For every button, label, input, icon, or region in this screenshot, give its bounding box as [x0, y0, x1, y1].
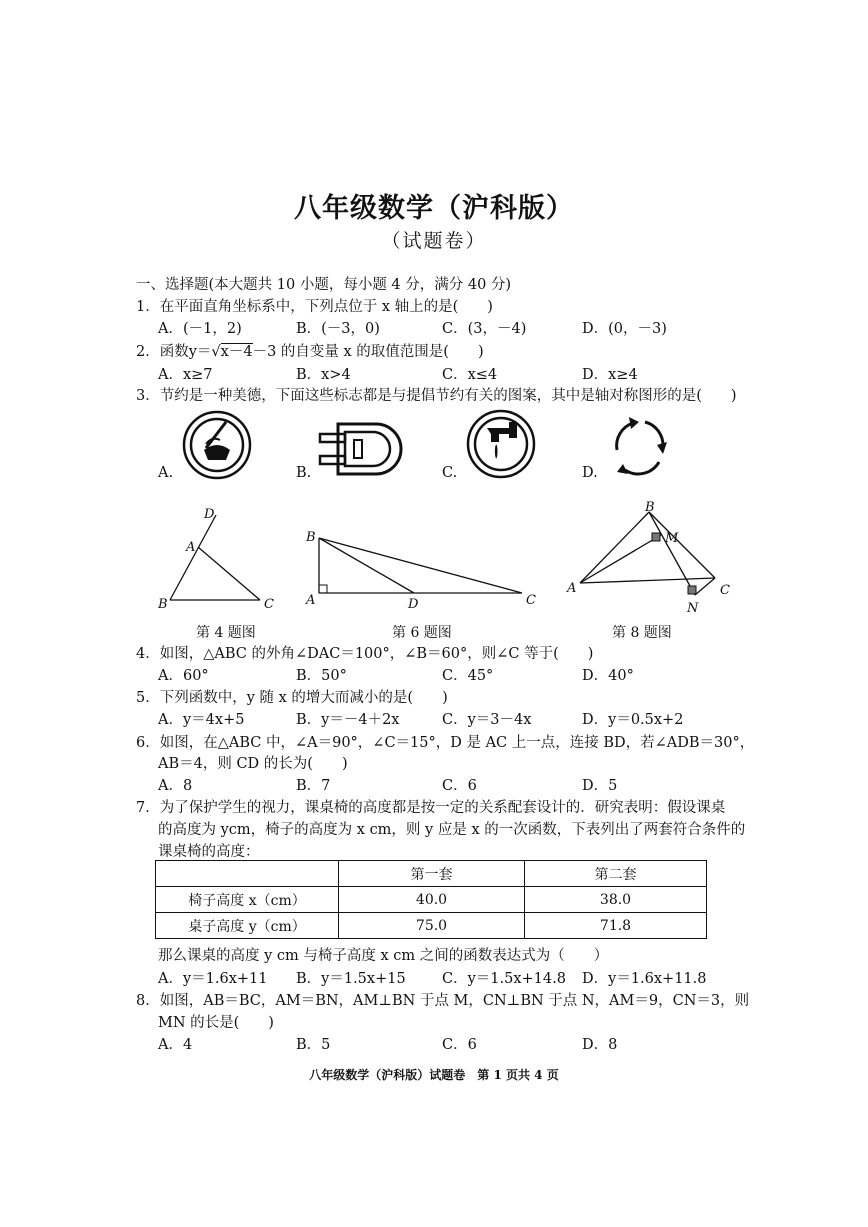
figure-4-caption: 第 4 题图 — [196, 625, 256, 641]
table-cell: 71.8 — [525, 913, 707, 939]
fig4-line-bd — [170, 515, 216, 600]
figure-8-caption: 第 8 题图 — [612, 625, 672, 641]
question-7-stem-line3: 课桌椅的高度： — [158, 844, 260, 860]
fig6-label-a: A — [306, 593, 316, 608]
q6-option-d: D．5 — [582, 778, 618, 794]
table-header-cell: 第二套 — [525, 861, 707, 887]
q5-option-d: D．y＝0.5x+2 — [582, 712, 684, 728]
q4-option-d: D．40° — [582, 668, 634, 684]
table-cell: 桌子高度 y（cm） — [156, 913, 339, 939]
question-5-stem: 5．下列函数中，y 随 x 的增大而减小的是( ) — [136, 690, 448, 706]
fig8-line-ac — [580, 578, 715, 583]
q6-option-b: B．7 — [296, 778, 331, 794]
q1-option-d: D．(0，－3) — [582, 321, 667, 337]
table-header-cell: 第一套 — [339, 861, 525, 887]
q7-option-a: A．y＝1.6x+11 — [158, 971, 268, 987]
question-6-stem-line1: 6．如图，在△ABC 中，∠A＝90°，∠C＝15°，D 是 AC 上一点，连接 BD，若∠ADB＝30°， — [136, 735, 755, 751]
fig4-label-b: B — [158, 597, 168, 612]
q8-option-c: C．6 — [442, 1037, 477, 1053]
q4-option-c: C．45° — [442, 668, 494, 684]
question-4-stem: 4．如图，△ABC 的外角∠DAC＝100°，∠B＝60°，则∠C 等于( ) — [136, 646, 594, 662]
fig8-right-angle-n — [688, 586, 696, 594]
question-8-stem-line2: MN 的长是( ) — [158, 1015, 274, 1031]
fig4-label-c: C — [264, 597, 274, 612]
q7-option-d: D．y＝1.6x+11.8 — [582, 971, 707, 987]
q4-option-a: A．60° — [158, 668, 209, 684]
page-title: 八年级数学（沪科版） — [294, 193, 574, 224]
question-3-stem: 3．节约是一种美德，下面这些标志都是与提倡节约有关的图案，其中是轴对称图形的是( ) — [136, 388, 737, 404]
fig4-line-ac — [198, 547, 260, 600]
fig8-line-bc — [649, 512, 715, 578]
q8-option-a: A．4 — [158, 1037, 193, 1053]
question-7-stem-line4: 那么课桌的高度 y cm 与椅子高度 x cm 之间的函数表达式为（ ） — [158, 948, 609, 964]
q7-option-b: B．y＝1.5x+15 — [296, 971, 406, 987]
table-cell: 75.0 — [339, 913, 525, 939]
q2-option-c: C．x≤4 — [442, 367, 498, 383]
table-row — [156, 913, 707, 939]
fig8-label-c: C — [720, 583, 730, 598]
section-heading: 一、选择题(本大题共 10 小题，每小题 4 分，满分 40 分) — [136, 277, 512, 293]
fig8-label-a: A — [567, 581, 577, 596]
q6-option-a: A．8 — [158, 778, 193, 794]
figure-8-diagram — [565, 500, 745, 620]
table-cell: 椅子高度 x（cm） — [156, 887, 339, 913]
question-6-stem-line2: AB＝4，则 CD 的长为( ) — [158, 756, 348, 772]
question-2-stem: 2．函数y＝√x－4－3 的自变量 x 的取值范围是( ) — [136, 344, 484, 360]
figure-4-diagram — [150, 505, 280, 615]
page-subtitle: （试题卷） — [381, 230, 487, 252]
q3-option-c: C. — [442, 465, 458, 481]
fig8-label-n: N — [687, 601, 699, 616]
q7-option-c: C．y＝1.5x+14.8 — [442, 971, 566, 987]
fig8-line-cn — [695, 578, 715, 595]
question-1-stem: 1．在平面直角坐标系中，下列点位于 x 轴上的是( ) — [136, 299, 493, 315]
question-8-stem-line1: 8．如图，AB＝BC，AM＝BN，AM⊥BN 于点 M，CN⊥BN 于点 N，AM＝9，CN＝3，则 — [136, 993, 750, 1009]
fig4-label-a: A — [186, 540, 196, 555]
q5-option-a: A．y＝4x+5 — [158, 712, 245, 728]
fig6-label-c: C — [526, 593, 536, 608]
fig6-label-b: B — [306, 530, 316, 545]
fig6-label-d: D — [408, 597, 419, 612]
saving-logo-b-icon — [318, 420, 408, 478]
q5-option-c: C．y＝3－4x — [442, 712, 532, 728]
q2-option-a: A．x≥7 — [158, 367, 213, 383]
q3-option-b: B. — [296, 465, 312, 481]
figure-6-diagram — [300, 528, 550, 613]
saving-logo-d-icon — [603, 410, 675, 482]
table-cell: 40.0 — [339, 887, 525, 913]
fig8-label-b: B — [645, 500, 655, 515]
q8-option-d: D．8 — [582, 1037, 618, 1053]
fig6-right-angle — [319, 585, 327, 593]
table-cell: 38.0 — [525, 887, 707, 913]
saving-logo-a-icon — [182, 410, 252, 480]
table-header-cell — [156, 861, 339, 887]
q2-stem-part-a: 2．函数y＝ — [136, 344, 212, 360]
fig6-line-bd — [319, 538, 414, 593]
saving-logo-c-icon — [465, 408, 537, 480]
q1-option-c: C．(3，－4) — [442, 321, 527, 337]
fig4-label-d: D — [204, 507, 215, 522]
q4-option-b: B．50° — [296, 668, 347, 684]
q6-option-c: C．6 — [442, 778, 477, 794]
table-header-row — [156, 861, 707, 887]
table-row — [156, 887, 707, 913]
q1-option-b: B．(－3，0) — [296, 321, 380, 337]
fig8-line-bn — [649, 512, 695, 595]
page-footer: 八年级数学（沪科版）试题卷 第 1 页共 4 页 — [309, 1068, 559, 1082]
q3-option-a: A. — [158, 465, 174, 481]
fig6-line-bc — [319, 538, 522, 593]
q2-option-b: B．x>4 — [296, 367, 351, 383]
q5-option-b: B．y＝－4＋2x — [296, 712, 400, 728]
question-7-stem-line1: 7．为了保护学生的视力，课桌椅的高度都是按一定的关系配套设计的．研究表明：假设课桌 — [136, 800, 726, 816]
q8-option-b: B．5 — [296, 1037, 331, 1053]
q2-option-d: D．x≥4 — [582, 367, 638, 383]
q2-stem-part-b: －3 的自变量 x 的取值范围是( ) — [252, 344, 484, 360]
q1-option-a: A．(－1，2) — [158, 321, 242, 337]
question-7-stem-line2: 的高度为 ycm，椅子的高度为 x cm，则 y 应是 x 的一次函数，下表列出了两套符合条件的 — [158, 822, 746, 838]
fig8-label-m: M — [665, 531, 679, 546]
figure-6-caption: 第 6 题图 — [392, 625, 452, 641]
q3-option-d: D. — [582, 465, 598, 481]
desk-chair-height-table — [155, 860, 707, 939]
fig8-right-angle-m — [652, 533, 660, 541]
q2-radicand: x－4 — [220, 344, 253, 360]
